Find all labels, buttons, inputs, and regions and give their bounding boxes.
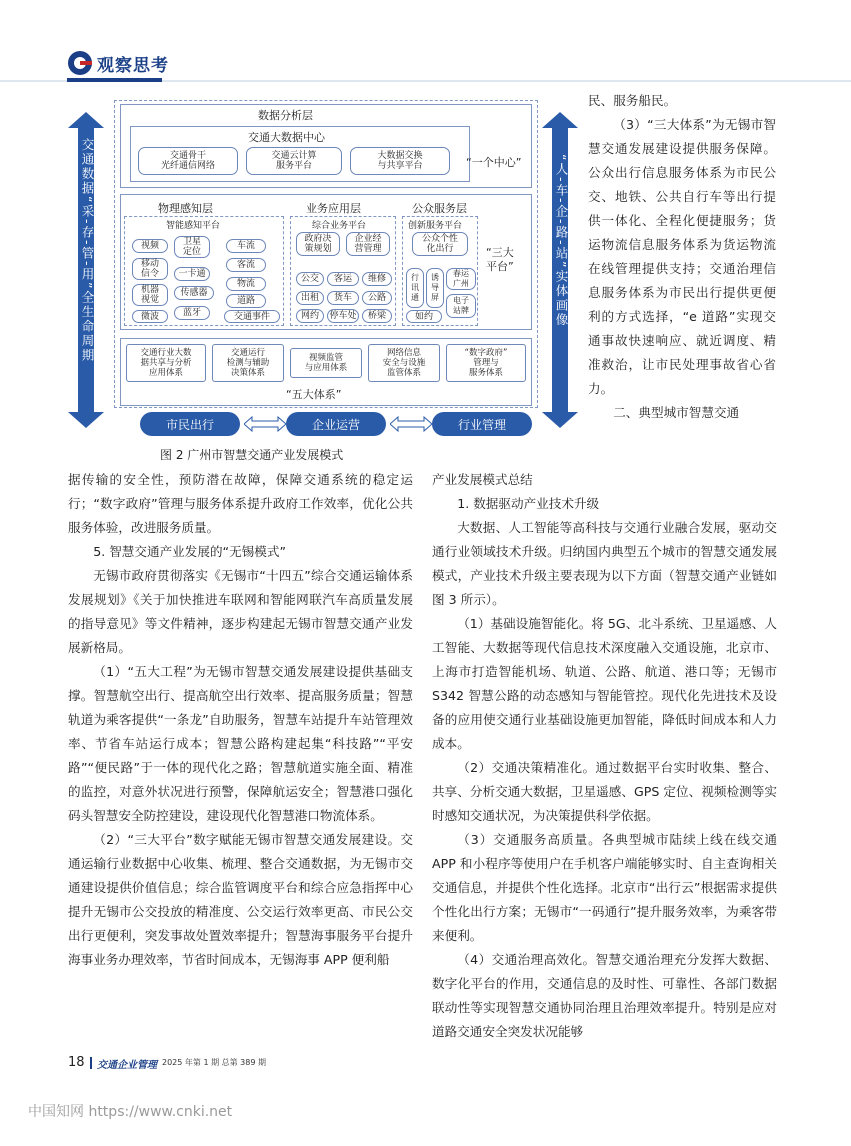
sense-traffic-flow: 车流 — [226, 239, 266, 253]
biz-parking: 停车处 — [327, 309, 359, 323]
biz-gov-planning: 政府决 策规划 — [296, 232, 340, 256]
biz-taxi: 出租 — [296, 291, 324, 305]
biz-repair: 维修 — [362, 272, 392, 286]
smart-sense-title: 智能感知平台 — [166, 221, 221, 231]
data-item-1: 交通骨干 光纤通信网络 — [138, 147, 238, 175]
public-spring-festival: 春运 广州 — [446, 268, 476, 290]
industry-management: 行业管理 — [432, 412, 532, 436]
public-personalized: 公众个性 化出行 — [412, 232, 468, 256]
three-platforms-label: “三大 平台” — [486, 246, 514, 273]
business-platform-title: 综合业务平台 — [312, 221, 367, 231]
double-arrow-icon — [390, 416, 432, 432]
paragraph: （2）交通决策精准化。通过数据平台实时收集、整合、共享、分析交通大数据，卫星遥感、GPS 定位、视频检测等实时感知交通状况，为决策提供科学依据。 — [432, 760, 777, 823]
journal-name: 交通企业管理 — [97, 1060, 157, 1071]
physical-layer-title: 物理感知层 — [158, 202, 213, 215]
biz-truck: 货车 — [327, 291, 359, 305]
header-accent — [67, 78, 162, 82]
section-heading-cont: 产业发展模式总结 — [432, 472, 533, 487]
sense-vision: 机器 视觉 — [132, 284, 168, 306]
paragraph: （3）“三大体系”为无锡市智慧交通发展建设提供服务保障。公众出行信息服务体系为市民公交、地铁、公共自行车等出行提供一体化、全程化便捷服务；货运物流信息服务体系为货运物流在线管理提供支持；交通治理信息服务体系为市民出行提供更便利的方式选择，“e 道路”实现交通事故快速响应、就近调度、精准救治，让市民处理事故省心省力。 — [588, 117, 776, 396]
left-arrow-label: 交通数据“采-存-管-用”全生命周期 — [80, 138, 95, 363]
left-column — [68, 468, 413, 972]
right-arrow-label: “人-车-企-路-站”实体画像 — [554, 154, 569, 328]
figure-diagram — [68, 96, 578, 438]
sense-incident: 交通事件 — [224, 310, 280, 323]
paragraph: 无锡市政府贯彻落实《无锡市“十四五”综合交通运输体系发展规划》《关于加快推进车联网和智能网联汽车高质量发展的指导意见》等文件精神，逐步构建起无锡市智慧交通产业发展新格局。 — [68, 568, 413, 655]
sense-sensor: 传感器 — [174, 286, 214, 300]
paragraph: （1）基础设施智能化。将 5G、北斗系统、卫星遥感、人工智能、大数据等现代信息技术深度融入交通设施，北京市、上海市打造智能机场、轨道、公路、航道、港口等；无锡市 S342 智慧公路的动态感知与智能管控。现代化先进技术及设备的应用使交通行业基础设施更加智能，降低时间成本和人力成本。 — [432, 616, 777, 751]
sense-mobile: 移动 信令 — [132, 258, 168, 280]
footer-divider — [90, 1057, 92, 1069]
citizen-travel: 市民出行 — [140, 412, 240, 436]
sense-video: 视频 — [132, 239, 168, 253]
system-digital-gov: “数字政府” 管理与 服务体系 — [446, 344, 526, 382]
system-monitoring: 交通运行 检测与辅助 决策体系 — [212, 344, 284, 382]
biz-ride-hailing: 网约 — [296, 309, 324, 323]
biz-bridge: 桥梁 — [362, 309, 392, 323]
data-item-3: 大数据交换 与共享平台 — [350, 147, 450, 175]
subheading: 1. 数据驱动产业技术升级 — [457, 496, 600, 511]
sense-passenger-flow: 客流 — [226, 258, 266, 272]
sense-satellite: 卫星 定位 — [174, 236, 210, 258]
paragraph: （1）“五大工程”为无锡市智慧交通发展建设提供基础支撑。智慧航空出行、提高航空出行效率、提高服务质量；智慧轨道为乘客提供“一条龙”自助服务，智慧车站提升车站管理效率、节省车站运行成本；智慧公路构建起集“科技路”“平安路”“便民路”于一体的现代化之路；智慧航道实施全面、精准的监控，对意外状况进行预警，保障航运安全；智慧港口强化码头智慧安全防控建设，建设现代化智慧港口物流体系。 — [68, 664, 413, 823]
sense-card: 一卡通 — [174, 267, 210, 281]
data-layer-title: 数据分析层 — [258, 109, 313, 122]
data-center-title: 交通大数据中心 — [248, 131, 325, 144]
biz-coach: 客运 — [327, 272, 359, 286]
enterprise-ops: 企业运营 — [286, 412, 386, 436]
sense-road: 道路 — [226, 294, 266, 308]
paragraph: （3）交通服务高质量。各典型城市陆续上线在线交通 APP 和小程序等使用户在手机客户端能够实时、自主查询相关交通信息，并提供个性化选择。北京市“出行云”根据需求提供个性化出行方案；无锡市“一码通行”提升服务效率，为乘客带来便利。 — [432, 832, 777, 943]
business-layer-title: 业务应用层 — [306, 202, 361, 215]
biz-enterprise: 企业经 营管理 — [346, 232, 390, 256]
system-bigdata: 交通行业大数 据共享与分析 应用体系 — [126, 344, 206, 382]
biz-highway: 公路 — [362, 291, 392, 305]
public-ruyue: 如约 — [406, 310, 442, 323]
public-layer-title: 公众服务层 — [412, 202, 467, 215]
figure-caption: 图 2 广州市智慧交通产业发展模式 — [160, 448, 344, 462]
public-guidance-screen: 诱 导 屏 — [426, 268, 444, 308]
section-title: 观察思考 — [97, 56, 169, 76]
right-column — [432, 468, 777, 1044]
journal-logo — [67, 50, 93, 76]
five-systems-label: “五大体系” — [286, 388, 342, 401]
sense-logistics: 物流 — [226, 277, 266, 291]
public-xunxun: 行 讯 通 — [406, 268, 424, 308]
data-item-2: 交通云计算 服务平台 — [246, 147, 342, 175]
paragraph: 民、服务船民。 — [588, 93, 677, 108]
system-video: 视频监管 与应用体系 — [290, 348, 362, 378]
system-security: 网络信息 安全与设施 监管体系 — [368, 344, 440, 382]
paragraph: （2）“三大平台”数字赋能无锡市智慧交通发展建设。交通运输行业数据中心收集、梳理、整合交通数据，为无锡市交通建设提供价值信息；综合监管调度平台和综合应急指挥中心提升无锡市公交投放的精准度、公交运行效率更高、市民公交出行更便利，突发事故处置效率提升；智慧海事服务平台提升海事业务办理效率，节省时间成本，无锡海事 APP 便利船 — [68, 832, 413, 967]
paragraph: （4）交通治理高效化。智慧交通治理充分发挥大数据、数字化平台的作用，交通信息的及时性、可靠性、各部门数据联动性等实现智慧交通协同治理且治理效率提升。特别是应对道路交通安全突发状况能够 — [432, 952, 777, 1039]
biz-bus: 公交 — [296, 272, 324, 286]
one-center-label: “一个中心” — [466, 156, 522, 169]
double-arrow-icon — [244, 416, 286, 432]
public-e-stop: 电子 站牌 — [446, 294, 476, 318]
sense-bluetooth: 蓝牙 — [174, 306, 210, 320]
section-heading: 二、典型城市智慧交通 — [613, 405, 740, 420]
paragraph: 大数据、人工智能等高科技与交通行业融合发展，驱动交通行业领域技术升级。归纳国内典型五个城市的智慧交通发展模式，产业技术升级主要表现为以下方面（智慧交通产业链如图 3 所示）。 — [432, 520, 777, 607]
cnki-watermark: 中国知网 https://www.cnki.net — [28, 1104, 233, 1120]
sense-microwave: 微波 — [132, 310, 168, 323]
page-number: 18 — [68, 1055, 85, 1070]
subheading: 5. 智慧交通产业发展的“无锡模式” — [93, 544, 286, 559]
public-platform-title: 创新服务平台 — [408, 221, 463, 231]
issue-info: 2025 年第 1 期 总第 389 期 — [162, 1058, 266, 1067]
paragraph: 据传输的安全性，预防潜在故障，保障交通系统的稳定运行；“数字政府”管理与服务体系提升政府工作效率，优化公共服务体验，改进服务质量。 — [68, 472, 413, 535]
right-top-column — [588, 89, 776, 425]
